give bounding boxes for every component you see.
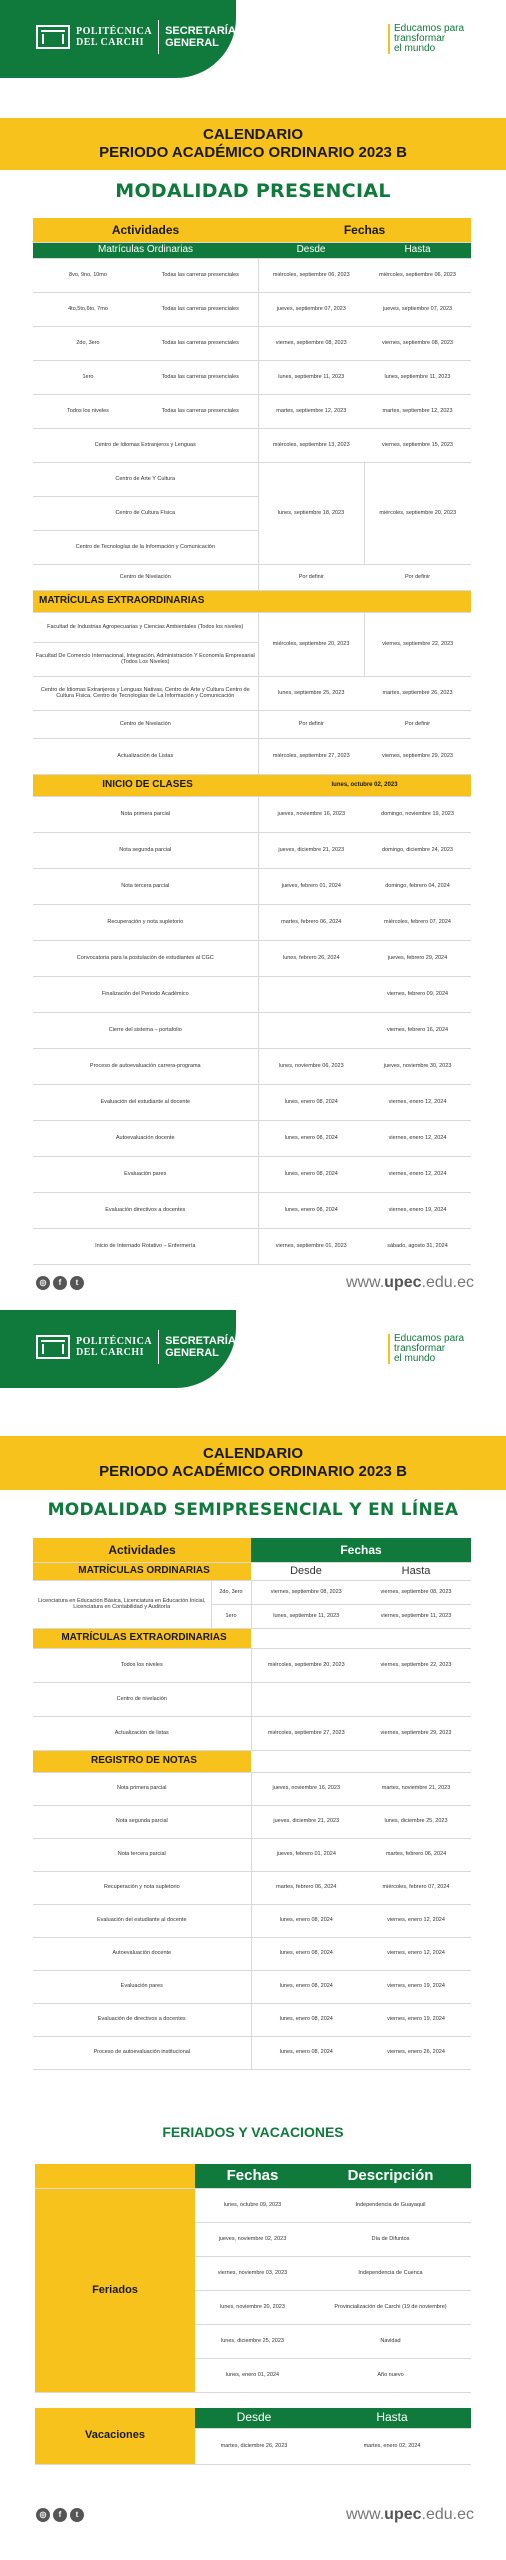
activity-cell: Nota segunda parcial	[33, 1805, 251, 1838]
desde-cell: miércoles, septiembre 27, 2023	[251, 1716, 361, 1750]
modality-title: MODALIDAD SEMIPRESENCIAL Y EN LÍNEA	[47, 1500, 459, 1520]
feriado-row	[35, 2188, 471, 2222]
sub-hasta: Hasta	[364, 242, 471, 258]
vacaciones-label: Vacaciones	[35, 2408, 195, 2464]
tagline	[388, 24, 464, 54]
career-cell: Todas las carreras presenciales	[143, 326, 258, 360]
table-row	[33, 292, 471, 326]
title-banner	[0, 118, 506, 170]
career-cell: Todas las carreras presenciales	[143, 360, 258, 394]
hasta-cell: Por definir	[364, 710, 471, 738]
table-row	[33, 1904, 471, 1937]
hasta-cell	[361, 1682, 471, 1716]
table-row	[33, 1084, 471, 1120]
desde-cell: miércoles, septiembre 06, 2023	[258, 258, 364, 292]
desde-cell	[258, 976, 364, 1012]
table-row	[33, 1580, 471, 1604]
activity-cell: Facultad De Comercio Internacional, Integración, Administración Y Economía Empresarial (Todos Los Niveles)	[33, 642, 258, 676]
logo-line4: GENERAL	[165, 37, 219, 49]
desde-cell: miércoles, septiembre 27, 2023	[258, 738, 364, 774]
page-footer	[0, 2502, 506, 2530]
desde-cell: martes, septiembre 12, 2023	[258, 394, 364, 428]
feriado-desc: Provincialización de Carchi (19 de noviembre)	[310, 2290, 471, 2324]
tagline-line1: Educamos para	[394, 23, 465, 34]
activity-cell: Recuperación y nota supletorio	[33, 904, 258, 940]
col-fechas: Fechas	[251, 1538, 471, 1562]
desde-cell: viernes, septiembre 08, 2023	[258, 326, 364, 360]
desde-cell: jueves, diciembre 21, 2023	[251, 1805, 361, 1838]
tagline-line2: transformar	[394, 33, 446, 44]
hasta-cell: viernes, septiembre 22, 2023	[361, 1648, 471, 1682]
feriado-desc: Año nuevo	[310, 2358, 471, 2392]
hasta-cell: viernes, septiembre 29, 2023	[361, 1716, 471, 1750]
table-row	[33, 1838, 471, 1871]
hasta-cell: sábado, agosto 31, 2024	[364, 1228, 471, 1264]
level-cell: 4to,5to,6to, 7mo	[33, 292, 143, 326]
hasta-cell: viernes, enero 26, 2024	[361, 2036, 471, 2069]
logo-line2: DEL CARCHI	[76, 1347, 145, 1358]
activity-cell: Proceso de autoevaluación institucional	[33, 2036, 251, 2069]
career-cell: Todas las carreras presenciales	[143, 292, 258, 326]
schedule-table	[33, 218, 471, 1265]
desde-cell	[251, 1682, 361, 1716]
tagline-line2: transformar	[394, 1343, 446, 1354]
desde-cell: lunes, enero 08, 2024	[251, 1970, 361, 2003]
section-row-inicio	[33, 774, 471, 796]
hasta-cell: viernes, septiembre 29, 2023	[364, 738, 471, 774]
activity-cell: Proceso de autoevaluación carrera-programa	[33, 1048, 258, 1084]
logo-unit	[165, 1335, 236, 1359]
activity-cell: Autoevaluación docente	[33, 1937, 251, 1970]
activity-cell: Todos los niveles	[33, 1648, 251, 1682]
facebook-icon[interactable]: f	[53, 1276, 67, 1290]
hasta-cell: viernes, enero 19, 2024	[361, 1970, 471, 2003]
desde-cell: lunes, febrero 26, 2024	[258, 940, 364, 976]
table-header-row	[33, 1538, 471, 1562]
activity-cell: Centro de Nivelación	[33, 710, 258, 738]
desde-cell: miércoles, septiembre 13, 2023	[258, 428, 364, 462]
activity-cell: Evaluación pares	[33, 1970, 251, 2003]
banner-title: CALENDARIO	[203, 126, 303, 143]
desde-cell: jueves, diciembre 21, 2023	[258, 832, 364, 868]
career-cell: Todas las carreras presenciales	[143, 258, 258, 292]
desde-cell: miércoles, septiembre 20, 2023	[258, 612, 364, 676]
hasta-cell: jueves, noviembre 30, 2023	[364, 1048, 471, 1084]
desde-cell: jueves, septiembre 07, 2023	[258, 292, 364, 326]
section-title: REGISTRO DE NOTAS	[33, 1750, 251, 1772]
banner-subtitle: PERIODO ACADÉMICO ORDINARIO 2023 B	[99, 144, 407, 161]
vac-hasta-header: Hasta	[313, 2408, 471, 2428]
logo-divider	[158, 1330, 159, 1364]
hasta-cell: martes, septiembre 12, 2023	[364, 394, 471, 428]
level-cell: 1ero	[211, 1604, 251, 1628]
activity-cell: Facultad de Industrias Agropecuarias y Ciencias Ambientales (Todos los niveles)	[33, 612, 258, 642]
section-row-registro	[33, 1750, 471, 1772]
table-row	[33, 612, 471, 642]
desde-cell	[258, 1012, 364, 1048]
hasta-cell: miércoles, septiembre 20, 2023	[364, 462, 471, 564]
feriados-header-row	[35, 2164, 471, 2188]
hasta-cell: jueves, febrero 29, 2024	[364, 940, 471, 976]
activity-cell: Evaluación pares	[33, 1156, 258, 1192]
table-row	[33, 1120, 471, 1156]
website-link[interactable]	[346, 1274, 474, 1292]
hasta-cell: viernes, enero 12, 2024	[364, 1120, 471, 1156]
table-row	[33, 564, 471, 590]
desde-cell: lunes, septiembre 18, 2023	[258, 462, 364, 564]
activity-cell: Nota primera parcial	[33, 796, 258, 832]
activity-cell: Centro de Cultura Física	[33, 496, 258, 530]
desde-cell: viernes, septiembre 08, 2023	[251, 1580, 361, 1604]
table-row	[33, 1716, 471, 1750]
hasta-cell: martes, febrero 06, 2024	[361, 1838, 471, 1871]
table-row	[33, 710, 471, 738]
twitter-icon[interactable]: t	[70, 1276, 84, 1290]
feriado-desc: Independencia de Cuenca	[310, 2256, 471, 2290]
hasta-cell: miércoles, febrero 07, 2024	[364, 904, 471, 940]
banner-subtitle: PERIODO ACADÉMICO ORDINARIO 2023 B	[99, 1463, 407, 1480]
activity-cell: Nota tercera parcial	[33, 868, 258, 904]
hasta-cell: lunes, diciembre 25, 2023	[361, 1805, 471, 1838]
web-bold: upec	[384, 2506, 422, 2523]
career-cell: Todas las carreras presenciales	[143, 394, 258, 428]
table-row	[33, 2003, 471, 2036]
hasta-cell: viernes, enero 12, 2024	[361, 1937, 471, 1970]
social-icons	[36, 1276, 84, 1290]
upec-logo[interactable]	[36, 20, 236, 54]
desde-cell: lunes, septiembre 25, 2023	[258, 676, 364, 710]
desde-cell: jueves, febrero 01, 2024	[251, 1838, 361, 1871]
desde-cell: Por definir	[258, 564, 364, 590]
activity-cell: Centro de Tecnologías de la Información y Comunicación	[33, 530, 258, 564]
table-row	[33, 796, 471, 832]
hasta-cell: viernes, febrero 09, 2024	[364, 976, 471, 1012]
activity-cell: Centro de nivelación	[33, 1682, 251, 1716]
hasta-cell: domingo, diciembre 24, 2023	[364, 832, 471, 868]
logo-line3: SECRETARÍA	[165, 25, 236, 37]
logo-name	[76, 26, 152, 48]
vac-desde-cell: martes, diciembre 26, 2023	[195, 2428, 313, 2464]
table-row	[33, 2036, 471, 2069]
section-title: MATRÍCULAS EXTRAORDINARIAS	[33, 1628, 251, 1648]
desde-cell: viernes, septiembre 01, 2023	[258, 1228, 364, 1264]
hasta-cell: Por definir	[364, 564, 471, 590]
table-row	[33, 1937, 471, 1970]
social-icons	[36, 2508, 84, 2522]
table-row	[33, 904, 471, 940]
col-fechas: Fechas	[258, 218, 471, 242]
activity-cell: Actualización de listas	[33, 1716, 251, 1750]
table-row	[33, 868, 471, 904]
section-blank	[251, 1628, 471, 1648]
activity-cell: Centro de Idiomas Extranjeros y Lenguas	[33, 428, 258, 462]
hasta-cell: martes, noviembre 21, 2023	[361, 1772, 471, 1805]
web-bold: upec	[384, 1274, 422, 1291]
desde-cell: lunes, enero 08, 2024	[251, 2003, 361, 2036]
level-cell: 1ero	[33, 360, 143, 394]
col-actividades: Actividades	[33, 218, 258, 242]
activity-cell: Convocatoria para la postulación de estudiantes al CGC	[33, 940, 258, 976]
hasta-cell: domingo, noviembre 19, 2023	[364, 796, 471, 832]
tagline	[388, 1334, 464, 1364]
feriado-desc: Independencia de Guayaquil	[310, 2188, 471, 2222]
table-row	[33, 1156, 471, 1192]
hasta-cell: viernes, septiembre 22, 2023	[364, 612, 471, 676]
activity-cell: Evaluación de directivos a docentes	[33, 2003, 251, 2036]
university-building-icon	[36, 1335, 70, 1359]
feriado-date: lunes, octubre 09, 2023	[195, 2188, 310, 2222]
hasta-cell: viernes, enero 12, 2024	[364, 1084, 471, 1120]
hasta-cell: viernes, enero 19, 2024	[364, 1192, 471, 1228]
logo-name	[76, 1336, 152, 1358]
instagram-icon[interactable]: ◎	[36, 2508, 50, 2522]
tagline-line3: el mundo	[394, 1353, 436, 1364]
activity-cell: Evaluación del estudiante al docente	[33, 1904, 251, 1937]
schedule-table-semipresencial	[33, 1538, 471, 2070]
feriado-date: lunes, diciembre 25, 2023	[195, 2324, 310, 2358]
feriados-corner	[35, 2164, 195, 2188]
table-row	[33, 360, 471, 394]
section-blank	[251, 1750, 471, 1772]
logo-line4: GENERAL	[165, 1347, 219, 1359]
tagline-line3: el mundo	[394, 43, 436, 54]
facebook-icon[interactable]: f	[53, 2508, 67, 2522]
sub-desde: Desde	[258, 242, 364, 258]
feriado-date: lunes, enero 01, 2024	[195, 2358, 310, 2392]
sub-matriculas: MATRÍCULAS ORDINARIAS	[33, 1562, 251, 1580]
hasta-cell: viernes, enero 12, 2024	[361, 1904, 471, 1937]
table-row	[33, 940, 471, 976]
sub-desde: Desde	[251, 1562, 361, 1580]
activity-cell: Finalización del Periodo Académico	[33, 976, 258, 1012]
table-row	[33, 462, 471, 496]
desde-cell: jueves, noviembre 16, 2023	[258, 796, 364, 832]
vac-desde-header: Desde	[195, 2408, 313, 2428]
table-row	[33, 976, 471, 1012]
feriado-date: lunes, noviembre 20, 2023	[195, 2290, 310, 2324]
page-footer	[0, 1270, 506, 1298]
section-title: MATRÍCULAS EXTRAORDINARIAS	[33, 590, 258, 612]
section-row-extraordinarias	[33, 1628, 471, 1648]
feriado-date: viernes, noviembre 03, 2023	[195, 2256, 310, 2290]
hasta-cell: domingo, febrero 04, 2024	[364, 868, 471, 904]
inicio-date: lunes, octubre 02, 2023	[258, 774, 471, 796]
feriados-label: Feriados	[35, 2188, 195, 2392]
feriado-desc: Navidad	[310, 2324, 471, 2358]
table-row	[33, 1012, 471, 1048]
activity-cell: Nota tercera parcial	[33, 1838, 251, 1871]
table-row	[33, 1682, 471, 1716]
activity-cell: Evaluación directivos a docentes	[33, 1192, 258, 1228]
hasta-cell: martes, septiembre 26, 2023	[364, 676, 471, 710]
logo-divider	[158, 20, 159, 54]
desde-cell: martes, febrero 06, 2024	[258, 904, 364, 940]
web-post: .edu.ec	[421, 2506, 474, 2523]
section-row-extraordinarias	[33, 590, 471, 612]
hasta-cell: lunes, septiembre 11, 2023	[364, 360, 471, 394]
web-pre: www.	[345, 1274, 385, 1291]
web-post: .edu.ec	[421, 1274, 474, 1291]
feriado-date: jueves, noviembre 02, 2023	[195, 2222, 310, 2256]
activity-cell: Actualización de Listas	[33, 738, 258, 774]
ordinarias-label: Licenciatura en Educación Básica, Licenciatura en Educación Inicial, Licenciatura en Contabilidad y Auditoría	[33, 1580, 211, 1628]
page-header	[0, 1310, 506, 1392]
feriado-desc: Día de Difuntos	[310, 2222, 471, 2256]
table-row	[33, 738, 471, 774]
desde-cell: lunes, septiembre 11, 2023	[251, 1604, 361, 1628]
desde-cell: lunes, enero 08, 2024	[251, 2036, 361, 2069]
level-cell: 2do, 3ero	[211, 1580, 251, 1604]
logo-line3: SECRETARÍA	[165, 1335, 236, 1347]
activity-cell: Nota segunda parcial	[33, 832, 258, 868]
table-row	[33, 1970, 471, 2003]
table-row	[33, 1871, 471, 1904]
hasta-cell: viernes, febrero 16, 2024	[364, 1012, 471, 1048]
twitter-icon[interactable]: t	[70, 2508, 84, 2522]
hasta-cell: viernes, septiembre 11, 2023	[361, 1604, 471, 1628]
desde-cell: miércoles, septiembre 20, 2023	[251, 1648, 361, 1682]
table-row	[33, 1192, 471, 1228]
calendar-semipresencial-page	[0, 1310, 506, 2560]
logo-line2: DEL CARCHI	[76, 37, 145, 48]
hasta-cell: miércoles, septiembre 06, 2023	[364, 258, 471, 292]
logo-unit	[165, 25, 236, 49]
sub-hasta: Hasta	[361, 1562, 471, 1580]
web-pre: www.	[345, 2506, 385, 2523]
table-row	[33, 676, 471, 710]
upec-logo[interactable]	[36, 1330, 236, 1364]
desde-cell: lunes, enero 08, 2024	[258, 1084, 364, 1120]
level-cell: 8vo, 9no, 10mo	[33, 258, 143, 292]
table-row	[33, 258, 471, 292]
desde-cell: Por definir	[258, 710, 364, 738]
table-row	[33, 428, 471, 462]
table-row	[33, 326, 471, 360]
table-row	[33, 1048, 471, 1084]
table-row	[33, 1648, 471, 1682]
hasta-cell: viernes, septiembre 08, 2023	[361, 1580, 471, 1604]
activity-cell: Autoevaluación docente	[33, 1120, 258, 1156]
activity-cell: Centro de Nivelación	[33, 564, 258, 590]
hasta-cell: viernes, septiembre 15, 2023	[364, 428, 471, 462]
logo-line1: POLITÉCNICA	[76, 1336, 153, 1347]
col-actividades: Actividades	[33, 1538, 251, 1562]
desde-cell: lunes, septiembre 11, 2023	[258, 360, 364, 394]
level-cell: Todos los niveles	[33, 394, 143, 428]
vac-hasta-cell: martes, enero 02, 2024	[313, 2428, 471, 2464]
modality-title: MODALIDAD PRESENCIAL	[115, 180, 391, 202]
tagline-line1: Educamos para	[394, 1333, 465, 1344]
activity-cell: Cierre del sistema – portafolio	[33, 1012, 258, 1048]
section-blank	[258, 590, 471, 612]
hasta-cell: viernes, septiembre 08, 2023	[364, 326, 471, 360]
desde-cell: lunes, enero 08, 2024	[258, 1120, 364, 1156]
banner-title: CALENDARIO	[203, 1445, 303, 1462]
activity-cell: Inicio de Internado Rotativo – Enfermería	[33, 1228, 258, 1264]
table-row	[33, 832, 471, 868]
table-row	[33, 1228, 471, 1264]
page-header	[0, 0, 506, 82]
desde-cell: lunes, enero 08, 2024	[251, 1937, 361, 1970]
feriados-title: FERIADOS Y VACACIONES	[162, 2124, 344, 2140]
level-cell: 2do, 3ero	[33, 326, 143, 360]
instagram-icon[interactable]: ◎	[36, 1276, 50, 1290]
section-title: INICIO DE CLASES	[33, 774, 258, 796]
table-header-row	[33, 218, 471, 242]
desde-cell: lunes, enero 08, 2024	[258, 1156, 364, 1192]
desde-cell: jueves, noviembre 16, 2023	[251, 1772, 361, 1805]
logo-line1: POLITÉCNICA	[76, 26, 153, 37]
desde-cell: martes, febrero 06, 2024	[251, 1871, 361, 1904]
desde-cell: jueves, febrero 01, 2024	[258, 868, 364, 904]
sub-matriculas: Matrículas Ordinarias	[33, 242, 258, 258]
table-subheader-row	[33, 242, 471, 258]
hasta-cell: jueves, septiembre 07, 2023	[364, 292, 471, 326]
activity-cell: Centro de Arte Y Cultura	[33, 462, 258, 496]
activity-cell: Recuperación y nota supletorio	[33, 1871, 251, 1904]
fer-col-desc: Descripción	[310, 2164, 471, 2188]
desde-cell: lunes, enero 08, 2024	[251, 1904, 361, 1937]
title-banner	[0, 1436, 506, 1490]
activity-cell: Centro de Idiomas Extranjeros y Lenguas Nativas, Centro de Arte y Cultura Centro de Cultura Física, Centro de Tecnologías de La Información y Comunicación	[33, 676, 258, 710]
hasta-cell: miércoles, febrero 07, 2024	[361, 1871, 471, 1904]
table-row	[33, 1772, 471, 1805]
table-row	[33, 394, 471, 428]
table-subheader-row	[33, 1562, 471, 1580]
activity-cell: Evaluación del estudiante al docente	[33, 1084, 258, 1120]
website-link[interactable]	[346, 2506, 474, 2524]
vacaciones-header-row	[35, 2408, 471, 2428]
feriados-table	[35, 2164, 471, 2393]
vacaciones-table	[35, 2408, 471, 2465]
hasta-cell: viernes, enero 19, 2024	[361, 2003, 471, 2036]
desde-cell: lunes, noviembre 06, 2023	[258, 1048, 364, 1084]
fer-col-fechas: Fechas	[195, 2164, 310, 2188]
university-building-icon	[36, 25, 70, 49]
desde-cell: lunes, enero 08, 2024	[258, 1192, 364, 1228]
hasta-cell: viernes, enero 12, 2024	[364, 1156, 471, 1192]
activity-cell: Nota primera parcial	[33, 1772, 251, 1805]
table-row	[33, 1805, 471, 1838]
